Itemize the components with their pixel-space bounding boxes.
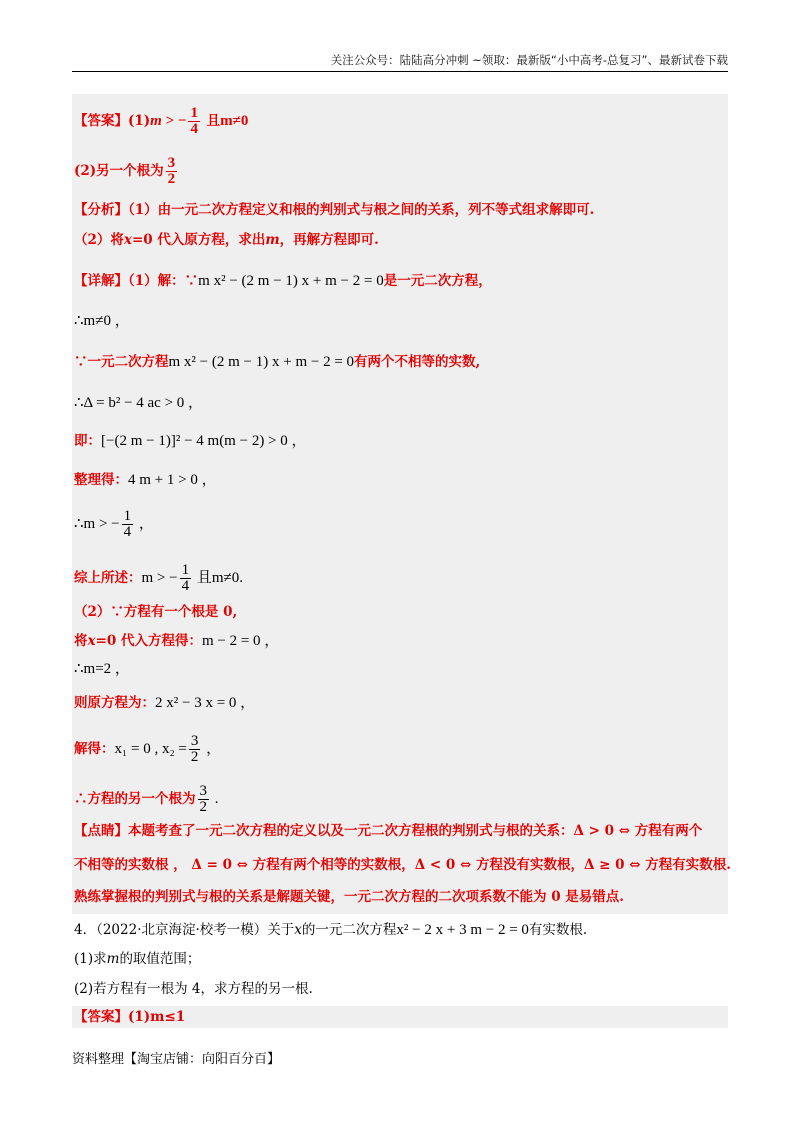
fraction: $\frac{3}{2}$ [199,783,207,815]
page-footer: 资料整理【淘宝店铺：向阳百分百】 [72,1052,281,1067]
detail-label: 【详解】 [74,273,128,289]
fraction: $\frac{3}{2}$ [167,155,176,187]
comment-label: 【点睛】 [74,823,128,839]
question-4-answer: 【答案】(1)m≤1 [74,1009,186,1025]
answer-line-2: (2)另一个根为 $\frac{3}{2}$ [74,155,176,187]
comment-line-3: 熟练掌握根的判别式与根的关系是解题关键，一元二次方程的二次项系数不能为 0 是易错点. [74,889,624,905]
detail-line-4: ∴Δ = b² − 4 ac > 0 ， [74,395,204,411]
detail-line-5: 即：[−(2 m − 1)]² − 4 m(m − 2) > 0 ， [74,433,307,449]
header-rule [72,71,728,72]
detail-line-11: ∴m=2 ， [74,661,130,677]
page-header: 关注公众号：陆陆高分冲刺 ~领取：最新版“小中高考-总复习”、最新试卷下载 [330,53,728,67]
question-4-part-2: (2)若方程有一根为 4，求方程的另一根. [74,981,313,997]
answer-label: 【答案】 [74,113,128,129]
detail-line-7: ∴m > − $\frac{1}{4}$ ， [74,508,154,540]
analysis-label: 【分析】 [74,202,128,218]
answer-label: 【答案】 [74,1009,128,1025]
fraction: $\frac{1}{4}$ [181,562,190,594]
analysis-line-1: 【分析】（1）由一元二次方程定义和根的判别式与根之间的关系，列不等式组求解即可. [74,202,595,218]
detail-line-8: 综上所述：m > − $\frac{1}{4}$ 且m≠0. [74,562,243,594]
question-4-stem: 4．（2022·北京海淀·校考一模）关于x的一元二次方程x² − 2 x + 3 m − 2 = 0有实数根. [74,922,588,938]
comment-line-2: 不相等的实数根 ， Δ = 0 ⇔ 方程有两个相等的实数根，Δ < 0 ⇔ 方程没有实数根，Δ ≥ 0 ⇔ 方程有实数根. [74,857,731,873]
detail-line-12: 则原方程为：2 x² − 3 x = 0 ， [74,695,256,711]
detail-line-1: 【详解】（1）解：∵m x² − (2 m − 1) x + m − 2 = 0是一元二次方程， [74,273,492,289]
answer-line-1: 【答案】(1)m > − $\frac{1}{4}$ 且m≠0 [74,105,249,137]
detail-line-6: 整理得：4 m + 1 > 0 ， [74,472,217,488]
detail-line-10: 将x=0 代入方程得：m − 2 = 0 ， [74,633,280,649]
detail-line-2: ∴m≠0 ， [74,313,130,329]
detail-line-14: ∴方程的另一个根为 $\frac{3}{2}$ . [74,783,219,815]
fraction: $\frac{1}{4}$ [123,508,132,540]
detail-line-13: 解得：x₁ = 0 , x₂ = $\frac{3}{2}$ ， [74,733,222,765]
fraction: $\frac{1}{4}$ [190,105,198,137]
detail-line-9: （2）∵方程有一个根是 0, [74,604,238,620]
question-4-part-1: (1)求m的取值范围； [74,951,201,967]
detail-line-3: ∵一元二次方程m x² − (2 m − 1) x + m − 2 = 0有两个不相等的实数, [74,354,481,370]
analysis-line-2: （2）将x=0 代入原方程，求出m，再解方程即可. [74,232,379,248]
comment-line-1: 【点睛】本题考查了一元二次方程的定义以及一元二次方程根的判别式与根的关系：Δ > 0 ⇔ 方程有两个 [74,823,703,839]
fraction: $\frac{3}{2}$ [190,733,199,765]
